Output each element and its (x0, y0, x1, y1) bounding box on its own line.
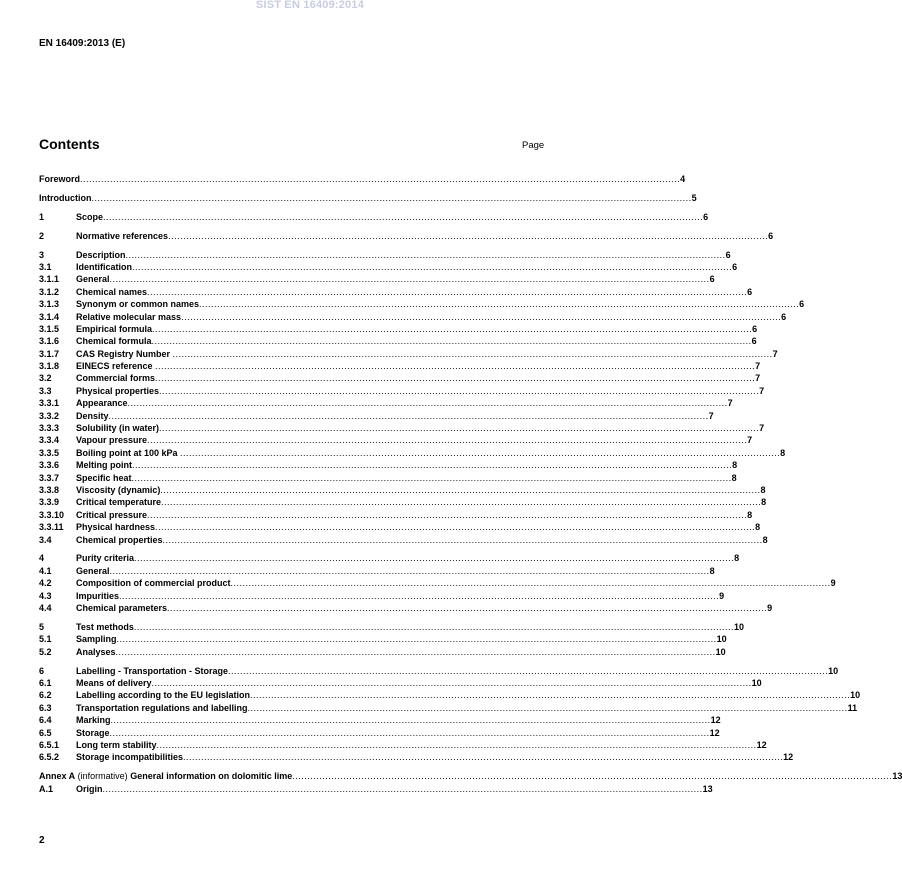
dot-leader: ........................................................................................................................................................................................................ (134, 553, 735, 564)
toc-entry-title: Storage (76, 727, 110, 738)
toc-entry[interactable] (39, 361, 761, 373)
toc-entry-number: 5 (39, 621, 45, 632)
toc-entry[interactable] (39, 621, 744, 634)
toc-entry-page: 8 (709, 565, 715, 576)
dot-leader: ........................................................................................................................................................................................................ (161, 497, 762, 508)
toc-entry[interactable] (39, 192, 697, 205)
annex-title: General information on dolomitic lime (130, 771, 293, 782)
dot-leader: ........................................................................................................................................................................................................ (228, 665, 829, 676)
toc-entry[interactable] (39, 385, 765, 398)
toc-entry-page: 11 (847, 702, 858, 713)
toc-entry[interactable] (39, 509, 753, 522)
toc-entry[interactable] (39, 274, 715, 286)
toc-entry[interactable] (39, 783, 713, 796)
toc-entry-page: 12 (783, 752, 794, 763)
toc-entry-page: 6 (703, 211, 709, 222)
toc-entry-number: 3.3.7 (39, 472, 60, 483)
document-id: EN 16409:2013 (E) (39, 38, 126, 49)
toc-entry-page: 6 (732, 261, 738, 272)
toc-entry-number: 3.4 (39, 534, 52, 545)
toc-entry-page: 12 (709, 727, 720, 738)
page-column-label: Page (522, 140, 545, 151)
toc-entry-title: Identification (76, 261, 132, 272)
toc-entry-page: 13 (892, 771, 902, 782)
dot-leader: ........................................................................................................................................................................................................ (160, 484, 761, 495)
toc-entry-title: Solubility (in water) (76, 423, 160, 434)
toc-entry-title: Composition of commercial product (76, 578, 231, 589)
dot-leader: ........................................................................................................................................................................................................ (127, 398, 728, 409)
toc-entry-number: 4.4 (39, 603, 52, 613)
toc-entry-title: EINECS reference (76, 361, 156, 372)
toc-entry-number: 3.3.4 (39, 435, 60, 446)
toc-entry-page: 7 (755, 373, 761, 384)
toc-entry-number: 3.3.5 (39, 447, 60, 458)
toc-entry-title: Scope (76, 211, 104, 222)
toc-entry[interactable] (39, 590, 725, 603)
toc-entry-number: 3.3.10 (39, 509, 65, 520)
toc-entry-number: 4.1 (39, 565, 52, 576)
toc-entry-number: 6.5.1 (39, 739, 60, 750)
toc-entry-page: 8 (762, 534, 768, 545)
toc-entry-page: 8 (747, 509, 753, 520)
watermark: SIST EN 16409:2014 (255, 0, 365, 11)
toc-entry[interactable] (39, 702, 858, 715)
toc-entry-title: Vapour pressure (76, 435, 148, 446)
toc-entry[interactable] (39, 484, 766, 497)
toc-entry[interactable] (39, 423, 765, 435)
toc-entry-page: 7 (759, 423, 765, 434)
toc-entry[interactable] (39, 739, 767, 752)
toc-entry[interactable] (39, 323, 758, 336)
toc-entry-page: 6 (752, 323, 758, 334)
toc-entry-page: 10 (850, 690, 861, 701)
toc-entry-title: Long term stability (76, 739, 157, 750)
toc-entry-number: 6 (39, 665, 45, 676)
toc-entry-number: 6.3 (39, 702, 52, 713)
toc-entry[interactable] (39, 373, 761, 385)
toc-entry[interactable] (39, 230, 774, 243)
toc-entry-page: 8 (732, 460, 738, 471)
toc-entry-page: 4 (680, 174, 686, 184)
toc-entry-number: A.1 (39, 783, 54, 794)
toc-entry-page: 12 (710, 715, 721, 726)
toc-entry-title: Critical temperature (76, 497, 162, 508)
annex-note: (informative) (75, 771, 131, 782)
dot-leader: ........................................................................................................................................................................................................ (147, 509, 748, 520)
toc-entry-page: 8 (755, 522, 761, 533)
toc-entry-page: 8 (734, 553, 740, 564)
dot-leader: ........................................................................................................................................................................................................ (159, 385, 760, 396)
toc-entry-title: Means of delivery (76, 677, 152, 688)
dot-leader: ........................................................................................................................................................................................................ (119, 590, 720, 601)
toc-entry-number: 3 (39, 249, 45, 260)
toc-entry-number: 3.1 (39, 261, 52, 272)
dot-leader: ........................................................................................................................................................................................................ (109, 727, 710, 738)
toc-entry-number: 3.3.11 (39, 522, 64, 533)
toc-entry[interactable] (39, 565, 715, 578)
toc-entry-number: 5.2 (39, 646, 52, 657)
toc-entry-number: 5.1 (39, 634, 52, 645)
toc-entry-page: 8 (761, 497, 767, 508)
toc-entry[interactable] (39, 435, 753, 447)
toc-entry-title: Commercial forms (76, 373, 156, 384)
toc-entry[interactable] (39, 578, 836, 590)
toc-entry[interactable] (39, 522, 761, 534)
toc-entry-page: 5 (691, 192, 697, 203)
dot-leader: ........................................................................................................................................................................................................ (230, 578, 831, 589)
toc-entry[interactable] (39, 398, 733, 410)
toc-entry-number: 3.1.4 (39, 311, 60, 322)
toc-entry-title: Origin (76, 783, 103, 794)
toc-entry-page: 8 (731, 472, 737, 483)
toc-entry-title: Chemical parameters (76, 603, 168, 613)
toc-entry[interactable] (39, 348, 778, 361)
dot-leader: ........................................................................................................................................................................................................ (151, 336, 752, 347)
toc-entry-number: 4.3 (39, 590, 52, 601)
toc-entry-page: 10 (751, 677, 762, 688)
toc-entry-title: Sampling (76, 634, 117, 645)
dot-leader: ........................................................................................................................................................................................................ (132, 460, 733, 471)
dot-leader: ........................................................................................................................................................................................................ (162, 534, 763, 545)
toc-entry-title: Specific heat (76, 472, 132, 483)
toc-entry-page: 7 (708, 410, 714, 421)
toc-entry-title: Impurities (76, 590, 120, 601)
dot-leader: ........................................................................................................................................................................................................ (292, 771, 893, 782)
toc-entry[interactable] (39, 771, 902, 783)
toc-entry-title: Density (76, 410, 109, 421)
toc-entry-title: Boiling point at 100 kPa (76, 447, 181, 458)
toc-entry-title: Test methods (76, 621, 134, 632)
toc-entry[interactable] (39, 286, 753, 299)
toc-entry-title: Marking (76, 715, 111, 726)
toc-entry-title: Analyses (76, 646, 116, 657)
dot-leader: ........................................................................................................................................................................................................ (109, 565, 710, 576)
toc-entry-title: General (76, 274, 110, 285)
toc-entry-title: Chemical names (76, 286, 148, 297)
toc-entry-number: 4 (39, 553, 45, 564)
toc-entry-title: Appearance (76, 398, 128, 409)
toc-entry-number: 3.2 (39, 373, 52, 384)
toc-entry[interactable] (39, 634, 727, 646)
dot-leader: ........................................................................................................................................................................................................ (155, 373, 756, 384)
toc-entry-title: Purity criteria (76, 553, 135, 564)
toc-entry-number: 3.1.1 (39, 274, 60, 285)
dot-leader: ........................................................................................................................................................................................................ (152, 323, 753, 334)
dot-leader: ........................................................................................................................................................................................................ (155, 522, 756, 533)
dot-leader: ........................................................................................................................................................................................................ (151, 677, 752, 688)
dot-leader: ........................................................................................................................................................................................................ (147, 435, 748, 446)
toc-entry-page: 13 (702, 783, 713, 794)
dot-leader: ........................................................................................................................................................................................................ (133, 621, 734, 632)
toc-entry[interactable] (39, 261, 738, 274)
toc-entry-page: 10 (828, 665, 839, 676)
dot-leader: ........................................................................................................................................................................................................ (115, 646, 716, 657)
dot-leader: ........................................................................................................................................................................................................ (172, 348, 773, 359)
toc-entry-page: 6 (799, 299, 805, 310)
toc-entry-number: 3.1.3 (39, 299, 60, 310)
toc-entry-number: 3.1.6 (39, 336, 60, 347)
dot-leader: ........................................................................................................................................................................................................ (108, 410, 709, 421)
toc-entry[interactable] (39, 752, 794, 764)
toc-entry[interactable] (39, 553, 740, 565)
toc-entry-title: Relative molecular mass (76, 311, 182, 322)
toc-entry-title: Transportation regulations and labelling (76, 702, 248, 713)
page-title: Contents (39, 136, 100, 152)
toc-entry-page: 6 (747, 286, 753, 297)
toc-entry-number: 3.1.5 (39, 323, 60, 334)
dot-leader: ........................................................................................................................................................................................................ (168, 230, 769, 241)
toc-entry-page: 6 (768, 230, 774, 241)
toc-entry[interactable] (39, 603, 773, 615)
toc-entry[interactable] (39, 472, 737, 485)
toc-entry-page: 6 (709, 274, 715, 285)
dot-leader: ........................................................................................................................................................................................................ (147, 286, 748, 297)
dot-leader: ........................................................................................................................................................................................................ (156, 739, 757, 750)
toc-entry-page: 9 (767, 603, 773, 613)
toc-entry[interactable] (39, 410, 714, 423)
dot-leader: ........................................................................................................................................................................................................ (125, 249, 726, 260)
toc-entry[interactable] (39, 665, 839, 678)
toc-entry-title: Melting point (76, 460, 132, 471)
toc-entry-page: 7 (772, 348, 778, 359)
toc-entry-page: 8 (760, 484, 766, 495)
toc-entry[interactable] (39, 646, 726, 659)
toc-entry-page: 12 (756, 739, 767, 750)
toc-entry-number: 6.5 (39, 727, 52, 738)
toc-entry-number: 2 (39, 230, 45, 241)
toc-entry-title: Storage incompatibilities (76, 752, 184, 763)
toc-entry-page: 6 (751, 336, 757, 347)
toc-entry[interactable] (39, 336, 757, 348)
toc-entry-title: Description (76, 249, 126, 260)
dot-leader: ........................................................................................................................................................................................................ (250, 690, 851, 701)
toc-entry[interactable] (39, 727, 720, 740)
toc-entry[interactable] (39, 174, 686, 186)
toc-entry-title: Physical properties (76, 385, 160, 396)
dot-leader: ........................................................................................................................................................................................................ (183, 752, 784, 763)
toc-entry-number: 1 (39, 211, 45, 222)
toc-entry-title (39, 771, 292, 781)
toc-entry-number: 4.2 (39, 578, 52, 589)
dot-leader: ........................................................................................................................................................................................................ (91, 192, 692, 203)
toc-entry-number: 3.3.6 (39, 460, 60, 471)
dot-leader: ........................................................................................................................................................................................................ (110, 715, 711, 726)
toc-entry[interactable] (39, 249, 731, 262)
toc-entry-title: Viscosity (dynamic) (76, 484, 161, 495)
toc-entry[interactable] (39, 311, 787, 324)
toc-entry-number: 3.1.2 (39, 286, 60, 297)
toc-entry-title: Foreword (39, 174, 81, 184)
toc-entry-page: 7 (759, 385, 765, 396)
toc-entry-title: Chemical formula (76, 336, 152, 347)
toc-entry-page: 6 (725, 249, 731, 260)
toc-entry-page: 10 (716, 634, 727, 645)
dot-leader: ........................................................................................................................................................................................................ (247, 702, 848, 713)
toc-entry-page: 7 (755, 361, 761, 372)
dot-leader: ........................................................................................................................................................................................................ (181, 311, 782, 322)
toc-entry[interactable] (39, 447, 786, 460)
toc-entry-title: Chemical properties (76, 534, 163, 545)
toc-entry-number: 3.3.1 (39, 398, 60, 409)
toc-entry[interactable] (39, 460, 738, 472)
toc-entry[interactable] (39, 211, 709, 224)
dot-leader: ........................................................................................................................................................................................................ (155, 361, 756, 372)
toc-entry-page: 6 (781, 311, 787, 322)
dot-leader: ........................................................................................................................................................................................................ (199, 299, 800, 310)
annex-label: Annex A (39, 771, 76, 782)
footer-page-number: 2 (39, 835, 45, 846)
toc-entry-page: 7 (747, 435, 753, 446)
toc-entry-page: 7 (727, 398, 733, 409)
toc-entry-number: 3.3.3 (39, 423, 60, 434)
toc-entry-number: 3.3.9 (39, 497, 60, 508)
toc-entry[interactable] (39, 690, 861, 702)
toc-entry-title: Normative references (76, 230, 169, 241)
toc-entry-title: General (76, 565, 110, 576)
toc-entry[interactable] (39, 497, 767, 509)
toc-entry[interactable] (39, 677, 762, 690)
toc-entry[interactable] (39, 715, 721, 727)
toc-entry-title: Labelling according to the EU legislation (76, 690, 251, 701)
table-of-contents (39, 174, 902, 796)
dot-leader: ........................................................................................................................................................................................................ (131, 472, 732, 483)
toc-entry-page: 10 (715, 646, 726, 657)
dot-leader: ........................................................................................................................................................................................................ (180, 447, 781, 458)
dot-leader: ........................................................................................................................................................................................................ (159, 423, 760, 434)
toc-entry-number: 3.1.7 (39, 348, 60, 359)
toc-entry-number: 3.1.8 (39, 361, 60, 372)
toc-entry-title: Critical pressure (76, 509, 148, 520)
toc-entry-title: Synonym or common names (76, 299, 200, 310)
toc-entry-title: Physical hardness (76, 522, 156, 533)
toc-entry-page: 10 (733, 621, 744, 632)
dot-leader: ........................................................................................................................................................................................................ (102, 783, 703, 794)
toc-entry-title: Introduction (39, 192, 92, 203)
toc-entry[interactable] (39, 534, 768, 547)
toc-entry-page: 8 (780, 447, 786, 458)
dot-leader: ........................................................................................................................................................................................................ (116, 634, 717, 645)
toc-entry-title: Empirical formula (76, 323, 153, 334)
toc-entry-number: 3.3.8 (39, 484, 60, 495)
dot-leader: ........................................................................................................................................................................................................ (103, 211, 704, 222)
toc-entry-number: 3.3.2 (39, 410, 60, 421)
dot-leader: ........................................................................................................................................................................................................ (132, 261, 733, 272)
dot-leader: ........................................................................................................................................................................................................ (167, 603, 768, 613)
toc-entry-title: Labelling - Transportation - Storage (76, 665, 229, 676)
dot-leader: ........................................................................................................................................................................................................ (109, 274, 710, 285)
dot-leader: ........................................................................................................................................................................................................ (80, 174, 681, 184)
toc-entry[interactable] (39, 299, 805, 311)
toc-entry-number: 6.2 (39, 690, 52, 701)
toc-entry-page: 9 (719, 590, 725, 601)
toc-entry-number: 6.5.2 (39, 752, 60, 763)
toc-entry-number: 6.1 (39, 677, 52, 688)
toc-entry-number: 3.3 (39, 385, 52, 396)
toc-entry-title: CAS Registry Number (76, 348, 173, 359)
toc-entry-number: 6.4 (39, 715, 52, 726)
toc-entry-page: 9 (830, 578, 836, 589)
